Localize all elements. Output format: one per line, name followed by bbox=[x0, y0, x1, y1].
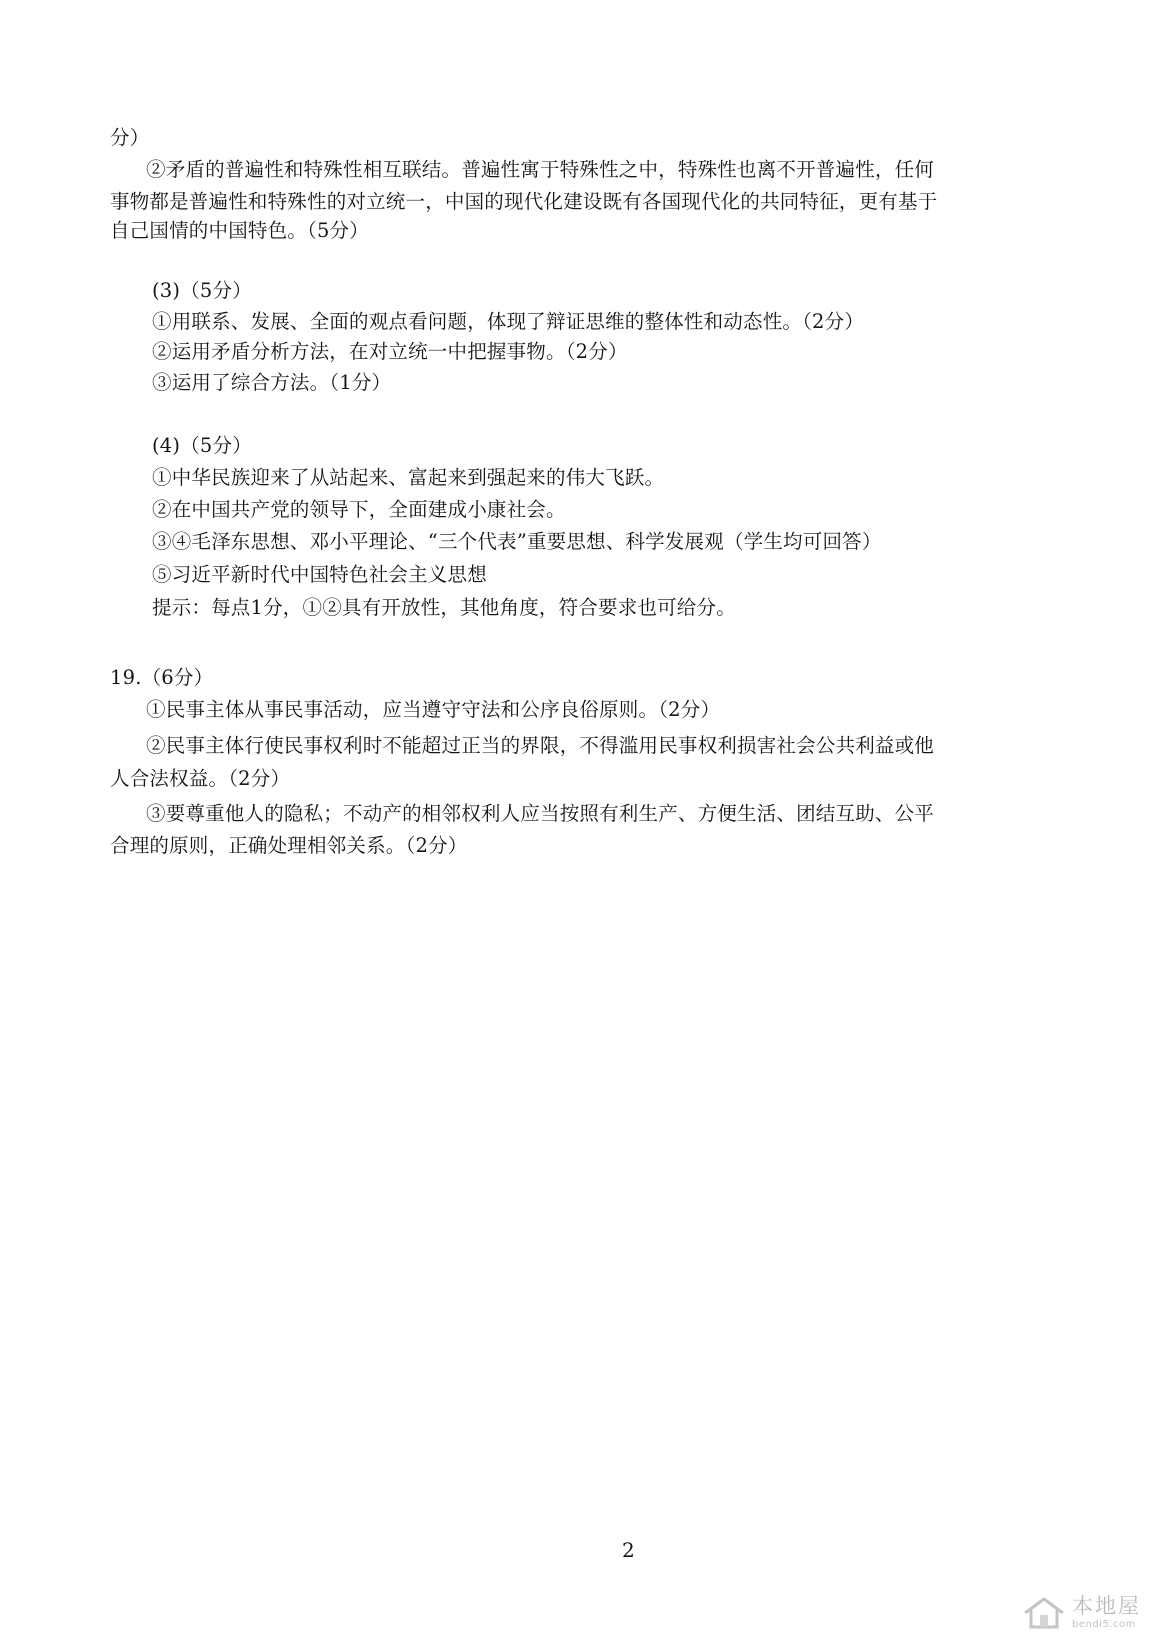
watermark-url: bendi5.com bbox=[1072, 1619, 1136, 1630]
text-line-8: ③运用了综合方法。（1分） bbox=[152, 371, 392, 394]
watermark-name: 本地屋 bbox=[1072, 1594, 1141, 1618]
text-line-20: 合理的原则，正确处理相邻关系。（2分） bbox=[110, 834, 468, 857]
section-3-heading: (3)（5分） bbox=[152, 279, 252, 302]
text-line-4: 自己国情的中国特色。（5分） bbox=[110, 219, 369, 242]
hint-line: 提示：每点1分，①②具有开放性，其他角度，符合要求也可给分。 bbox=[152, 596, 736, 619]
text-line-10: ①中华民族迎来了从站起来、富起来到强起来的伟大飞跃。 bbox=[152, 466, 665, 489]
text-line-11: ②在中国共产党的领导下，全面建成小康社会。 bbox=[152, 498, 566, 521]
question-19-heading: 19.（6分） bbox=[110, 666, 214, 689]
house-logo-icon bbox=[1022, 1596, 1066, 1630]
watermark bbox=[1022, 1596, 1141, 1630]
text-line-18: 人合法权益。（2分） bbox=[110, 767, 291, 790]
text-line-7: ②运用矛盾分析方法，在对立统一中把握事物。（2分） bbox=[152, 340, 628, 363]
text-line-3: 事物都是普遍性和特殊性的对立统一，中国的现代化建设既有各国现代化的共同特征，更有基于 bbox=[110, 190, 938, 213]
text-line-1: 分） bbox=[110, 126, 150, 149]
text-line-12: ③④毛泽东思想、邓小平理论、“三个代表”重要思想、科学发展观（学生均可回答） bbox=[152, 530, 882, 553]
text-line-6: ①用联系、发展、全面的观点看问题，体现了辩证思维的整体性和动态性。（2分） bbox=[152, 310, 865, 333]
page-number: 2 bbox=[622, 1538, 635, 1562]
text-line-13: ⑤习近平新时代中国特色社会主义思想 bbox=[152, 563, 487, 586]
text-line-2: ②矛盾的普遍性和特殊性相互联结。普遍性寓于特殊性之中，特殊性也离不开普遍性，任何 bbox=[146, 158, 935, 181]
text-line-19: ③要尊重他人的隐私；不动产的相邻权利人应当按照有利生产、方便生活、团结互助、公平 bbox=[146, 802, 935, 825]
text-line-17: ②民事主体行使民事权利时不能超过正当的界限，不得滥用民事权利损害社会公共利益或他 bbox=[146, 734, 935, 757]
text-line-16: ①民事主体从事民事活动，应当遵守守法和公序良俗原则。（2分） bbox=[146, 698, 721, 721]
section-4-heading: (4)（5分） bbox=[152, 434, 252, 457]
